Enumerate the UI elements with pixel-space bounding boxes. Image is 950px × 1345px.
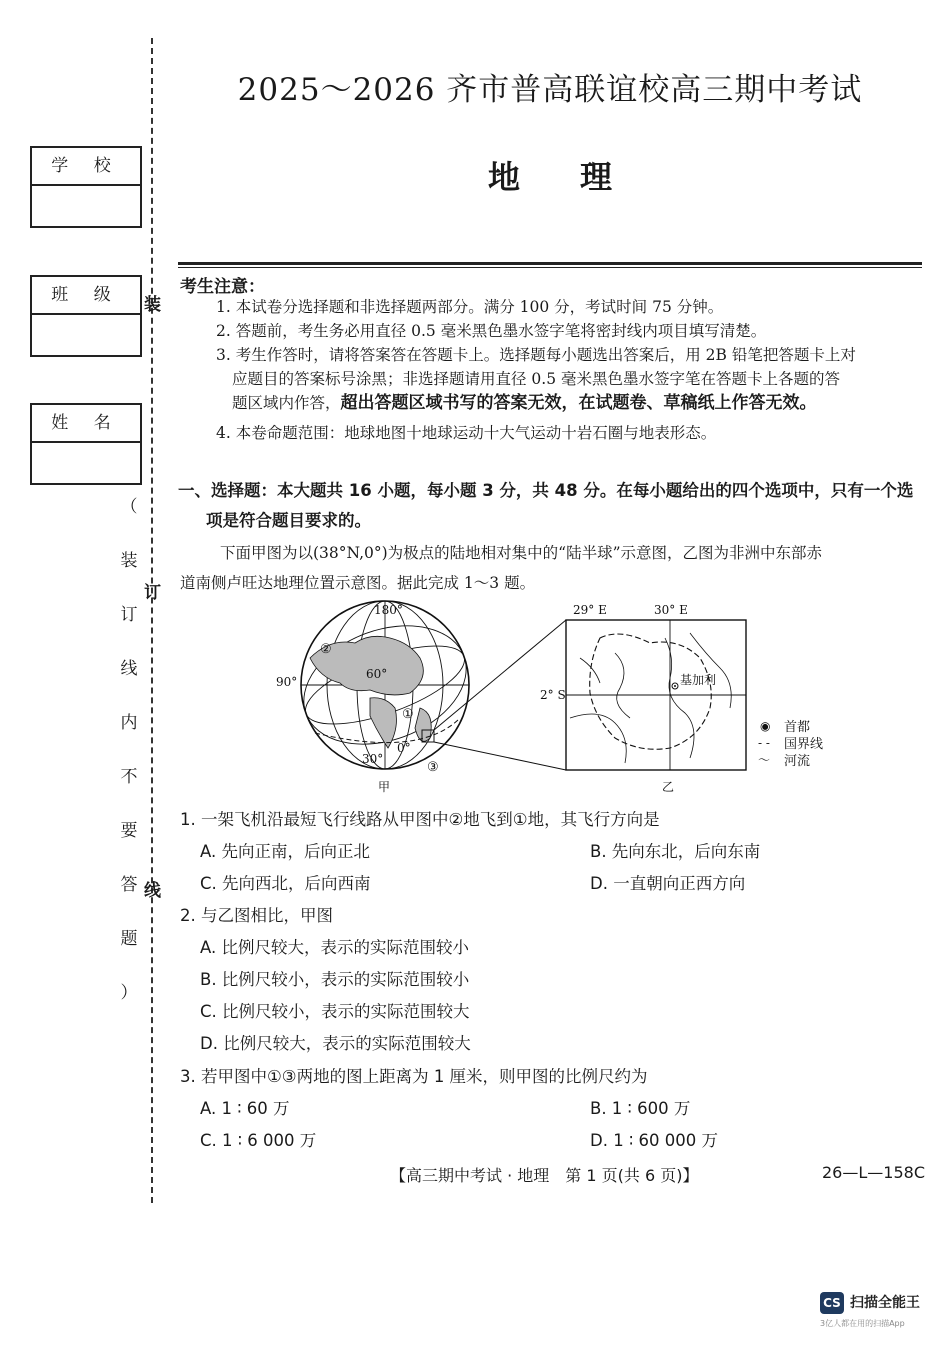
warning-char: 装: [120, 551, 138, 571]
warning-char: 线: [120, 659, 138, 679]
paper-code: 26—L—158C: [822, 1163, 925, 1182]
globe-label-90: 90°: [276, 675, 298, 689]
capital-label: 基加利: [680, 673, 717, 687]
map-lon-30: 30° E: [654, 603, 688, 617]
binding-warning-column: [118, 492, 140, 1032]
question-1-option-c[interactable]: C. 先向西北，后向西南: [200, 874, 371, 893]
camscanner-logo: CS: [820, 1292, 844, 1314]
notice-item-3-line3: [232, 391, 817, 415]
class-label: 班 级: [32, 277, 140, 315]
warning-char: （: [120, 497, 138, 517]
question-2-stem: 2. 与乙图相比，甲图: [180, 906, 333, 925]
question-2-option-c[interactable]: C. 比例尺较小，表示的实际范围较大: [200, 1002, 470, 1021]
legend-border-icon: - -: [758, 736, 770, 750]
legend-river-icon: ～: [758, 753, 771, 767]
question-2-option-a[interactable]: A. 比例尺较大，表示的实际范围较小: [200, 938, 469, 957]
question-1-option-a[interactable]: A. 先向正南，后向正北: [200, 842, 370, 861]
notice-item-3-line1: 3. 考生作答时，请将答案答在答题卡上。选择题每小题选出答案后，用 2B 铅笔把答题卡上对: [216, 346, 856, 364]
question-3-option-b[interactable]: B. 1 ∶ 600 万: [590, 1099, 691, 1118]
map-lon-29: 29° E: [573, 603, 607, 617]
question-3-stem: 3. 若甲图中①③两地的图上距离为 1 厘米，则甲图的比例尺约为: [180, 1067, 648, 1086]
map-legend: [758, 719, 823, 769]
warning-char: 订: [120, 605, 138, 625]
question-3-option-d[interactable]: D. 1 ∶ 60 000 万: [590, 1131, 718, 1150]
question-1-option-b[interactable]: B. 先向东北，后向东南: [590, 842, 761, 861]
legend-capital-text: 首都: [784, 720, 811, 735]
name-field[interactable]: [30, 403, 142, 485]
notice-item-2: 2. 答题前，考生务必用直径 0.5 毫米黑色墨水签字笔将密封线内项目填写清楚。: [216, 322, 767, 340]
class-field[interactable]: [30, 275, 142, 357]
section-heading-line2: 项是符合题目要求的。: [206, 511, 371, 530]
subject-title: 地理: [487, 158, 672, 196]
name-label: 姓 名: [32, 405, 140, 443]
question-1-stem: 1. 一架飞机沿最短飞行线路从甲图中②地飞到①地，其飞行方向是: [180, 810, 660, 829]
legend-river-text: 河流: [784, 754, 811, 769]
globe-label-60: 60°: [366, 667, 388, 681]
notice-item-3-bold: 超出答题区域书写的答案无效，在试题卷、草稿纸上作答无效。: [340, 393, 817, 413]
binding-char-xian: 线: [144, 881, 161, 901]
map-caption: 乙: [662, 780, 675, 794]
figure-intro: [180, 538, 928, 598]
globe-caption: 甲: [378, 780, 391, 794]
warning-char: 要: [120, 821, 138, 841]
intro-line2: 道南侧卢旺达地理位置示意图。据此完成 1～3 题。: [180, 574, 536, 592]
question-2-option-b[interactable]: B. 比例尺较小，表示的实际范围较小: [200, 970, 470, 989]
binding-char-zhuang: 装: [144, 295, 161, 315]
map-lat-2s: 2° S: [540, 688, 566, 702]
figure: [270, 598, 840, 798]
notice-item-1: 1. 本试卷分选择题和非选择题两部分。满分 100 分，考试时间 75 分钟。: [216, 298, 724, 316]
globe-diagram: [276, 601, 483, 794]
page-footer: 【高三期中考试 · 地理 第 1 页(共 6 页)】: [390, 1166, 699, 1185]
binding-char-ding: 订: [144, 583, 161, 603]
header-rule: [178, 262, 922, 265]
question-2-option-d[interactable]: D. 比例尺较大，表示的实际范围较大: [200, 1034, 471, 1053]
question-1-option-d[interactable]: D. 一直朝向正西方向: [590, 874, 746, 893]
warning-char: 题: [120, 929, 138, 949]
globe-marker-1: ①: [402, 707, 414, 722]
question-3-option-c[interactable]: C. 1 ∶ 6 000 万: [200, 1131, 317, 1150]
section-heading: [178, 476, 928, 536]
school-field[interactable]: [30, 146, 142, 228]
globe-label-0: 0°: [397, 741, 411, 755]
camscanner-tagline: 3亿人都在用的扫描App: [820, 1319, 905, 1328]
warning-char: 内: [120, 713, 138, 733]
globe-marker-2: ②: [320, 642, 332, 657]
globe-label-180: 180°: [374, 603, 403, 617]
notice-item-3-line2: 应题目的答案标号涂黑；非选择题请用直径 0.5 毫米黑色墨水签字笔在答题卡上各题的答: [232, 370, 841, 388]
binding-line: [151, 38, 153, 1203]
notice-title: 考生注意：: [180, 277, 265, 297]
rwanda-map: [540, 603, 746, 794]
legend-border-text: 国界线: [784, 737, 824, 752]
notice-item-4: 4. 本卷命题范围：地球地图十地球运动十大气运动十岩石圈与地表形态。: [216, 424, 717, 442]
camscanner-name: 扫描全能王: [850, 1295, 920, 1311]
legend-capital-icon: ◉: [760, 719, 771, 733]
globe-label-30: 30°: [362, 752, 384, 766]
warning-char: ）: [120, 983, 138, 1003]
warning-char: 答: [120, 875, 138, 895]
globe-marker-3: ③: [427, 760, 439, 775]
notice-item-3-plain: 题区域内作答，: [232, 394, 341, 412]
exam-title: 2025～2026 齐市普高联谊校高三期中考试: [237, 72, 863, 108]
section-heading-line1: 一、选择题：本大题共 16 小题，每小题 3 分，共 48 分。在每小题给出的四个选项中，只有一个选: [178, 481, 914, 500]
warning-char: 不: [120, 767, 138, 787]
header-rule-thin: [178, 267, 922, 268]
school-label: 学 校: [32, 148, 140, 186]
question-3-option-a[interactable]: A. 1 ∶ 60 万: [200, 1099, 290, 1118]
intro-line1: 下面甲图为以(38°N,0°)为极点的陆地相对集中的“陆半球”示意图，乙图为非洲中东部赤: [220, 544, 823, 562]
